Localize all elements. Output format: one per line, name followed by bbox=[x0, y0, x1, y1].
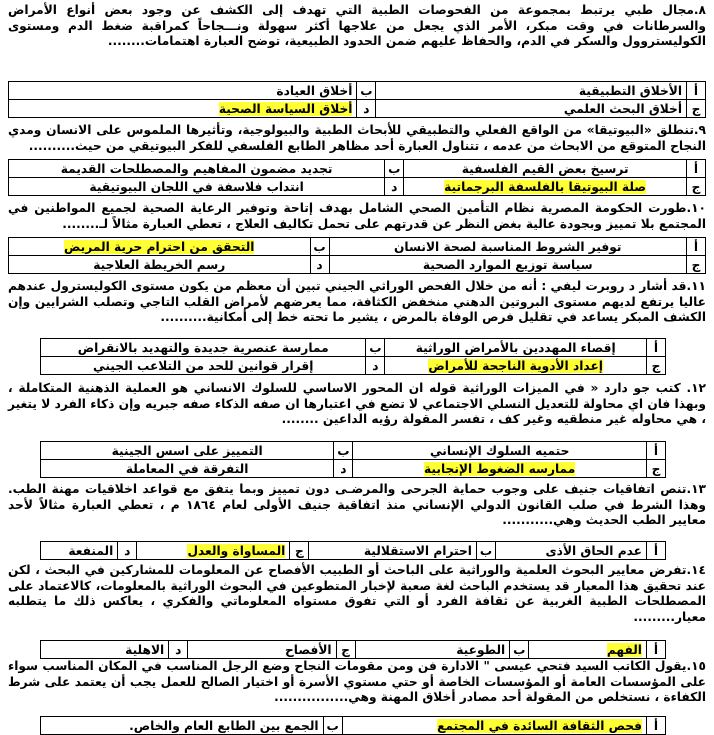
option-b-answer[interactable]: التحقق من احترام حرية المريض bbox=[64, 239, 255, 254]
question-14-line-4: معيار......... bbox=[633, 609, 706, 624]
question-8-line-1: ٨.مجال طبي يرتبط بمجموعة من الفحوصات الطبية التي تهدف إلى الكشف عن وجود بعض أنواع الأمراض والسرطانات في bbox=[8, 3, 706, 33]
question-11-line-2: يرتفع لديهم مستوى البروتين الدهني منخفض الكثافة، مما يعرضهم لأمراض القلب التاجي وتصلب الشرايين وإن الكشف bbox=[8, 294, 706, 324]
option-a[interactable]: عدم الحاق الأذى bbox=[495, 542, 646, 560]
question-9 bbox=[8, 123, 706, 154]
option-b[interactable]: التمييز على اسس الجينية bbox=[41, 442, 334, 460]
question-10 bbox=[8, 201, 706, 232]
question-12-line-2: اي محاولة للتعديل النسلي الاجتماعي لا تضع في اعتبارها ان صفه الذكاء صفه جبريه وإن ذكاء الفرد لا يتغير ، هي محاوله bbox=[8, 396, 706, 426]
option-label: ب bbox=[323, 717, 342, 735]
option-label: ب bbox=[357, 82, 376, 100]
option-label: ب bbox=[310, 238, 329, 256]
option-b[interactable]: الجمع بين الطابع العام والخاص. bbox=[41, 717, 324, 735]
question-8-options bbox=[8, 81, 706, 118]
option-label: ب bbox=[334, 442, 353, 460]
option-d[interactable]: انتداب فلاسفة في اللجان البيوتيقية bbox=[9, 178, 385, 196]
option-label: د bbox=[310, 256, 329, 274]
question-15-line-2: على المؤسسات العامة أو المؤسسات الخاصة أو حتي مستوي الأسرة أو اختيار الصالح للعمل يجب أن يعتمد على شرط bbox=[8, 674, 706, 689]
option-label: ب bbox=[385, 160, 404, 178]
question-9-line-2: المتوقع من الابحاث من عدمه ، تتناول العبارة أحد مظاهر الطابع الفلسفي للفكر البيوتيقي من حيث.......... bbox=[28, 138, 666, 153]
option-a[interactable]: توفير الشروط المناسبة لصحة الانسان bbox=[329, 238, 687, 256]
option-b[interactable]: احترام الاستقلالية bbox=[309, 542, 477, 560]
option-a[interactable]: الأخلاق التطبيقية bbox=[376, 82, 687, 100]
option-c[interactable]: الأفصاح bbox=[188, 641, 336, 659]
option-c-answer[interactable]: صلة البيوتيقا بالفلسفة البرجماتية bbox=[444, 179, 647, 194]
question-10-options bbox=[8, 237, 706, 274]
question-9-options bbox=[8, 159, 706, 196]
option-label: د bbox=[169, 641, 188, 659]
option-label: ج bbox=[647, 357, 666, 375]
question-12-line-3: غير منطقيه وغير كف ، تفسر المقولة رؤيه الداعين ........ bbox=[281, 412, 628, 426]
question-10-line-1: ١٠.طورت الحكومة المصرية نظام التأمين الصحي الشامل بهدف إتاحة وتوفير الرعاية الصحية لجميع المواطنين في المجتمع bbox=[8, 201, 706, 231]
option-label: ج bbox=[336, 641, 355, 659]
question-11 bbox=[8, 279, 706, 326]
option-label: د bbox=[118, 542, 137, 560]
option-d[interactable]: رسم الخريطة العلاجية bbox=[9, 256, 311, 274]
question-15 bbox=[8, 659, 706, 706]
option-b[interactable]: ممارسة عنصرية جديدة والتهديد بالانقراض bbox=[41, 339, 366, 357]
question-14-line-3: المصطلحات الطبية الغربية عن ثقافة الفرد أو التي تفوق مستواه المعلوماتي والفكري ، يعاكس ذلك ما يتطلبه bbox=[8, 594, 706, 608]
option-label: ب bbox=[366, 339, 385, 357]
option-label: أ bbox=[647, 542, 666, 560]
option-c[interactable]: سياسة توزيع الموارد الصحية bbox=[329, 256, 687, 274]
option-label: د bbox=[385, 178, 404, 196]
question-8-line-3: والحفاظ عليهم ضمن الحدود الطبيعية، توضح العبارة اهتمامات........ bbox=[107, 34, 513, 48]
question-11-line-1: ١١.قد أشار د روبرت ليفي : أنه من خلال الفحص الوراثي الجيني تبين أن معظم من يكون مستوى الكوليسترول عندهم عاليا bbox=[8, 279, 706, 309]
question-12-options bbox=[40, 441, 666, 478]
question-8-line-2: وقت مبكر، الأمر الذي يجعل من علاجها أكثر سهولة ونـــجاحاً كمراقبة ضغط الدم ومستوى الكوليستروول والسكر في الدم، bbox=[8, 18, 706, 48]
option-a[interactable]: حتميه السلوك الإنساني bbox=[353, 442, 647, 460]
option-label: ج bbox=[290, 542, 309, 560]
option-d[interactable]: الاهلية bbox=[41, 641, 169, 659]
question-11-options bbox=[40, 338, 666, 375]
option-c-answer[interactable]: إعداد الأدوية الناجحة للأمراض bbox=[428, 358, 603, 373]
option-a[interactable]: إقصاء المهددين بالأمراض الوراثية bbox=[385, 339, 647, 357]
question-12-line-1: ١٢. كتب جو دارد « في الميزات الوراثية قوله ان المحور الاساسي للسلوك الانساني هو العملية الذهنية المتكاملة ، وبهذا فان bbox=[8, 381, 706, 411]
option-b[interactable]: تجديد مضمون المفاهيم والمصطلحات القديمة bbox=[9, 160, 385, 178]
option-label: ب bbox=[476, 542, 495, 560]
question-13 bbox=[8, 482, 706, 529]
option-label: د bbox=[357, 100, 376, 118]
question-8 bbox=[8, 3, 706, 50]
question-13-line-1: ١٣.تنص اتفاقيات جنيف على وجوب حماية الجرحى والمرضـى دون تمييز وبما يتفق مع قواعد اخلاقيات مهنة الطب. وهذا bbox=[8, 482, 706, 512]
option-d[interactable]: التفرقة في المعاملة bbox=[41, 460, 334, 478]
option-c[interactable]: أخلاق البحث العلمي bbox=[376, 100, 687, 118]
option-label: د bbox=[334, 460, 353, 478]
question-9-line-1: ٩.تنطلق «البيوتيقا» من الواقع الفعلي والتطبيقي للأبحاث الطبية والبيولوجية، وتأثيرها الملموس على الانسان ومدي النجاح bbox=[8, 123, 706, 153]
option-label: أ bbox=[687, 82, 706, 100]
question-15-line-3: الكفاءة ، نستخلص من المقولة أحد مصادر أخلاق المهنة وهي................ bbox=[274, 690, 706, 704]
question-11-line-3: المبكر يساعد في تقليل فرص الوفاة بالمرض ، يشير ما تحته خط إلى أمكانية.......... bbox=[160, 310, 659, 324]
option-label: أ bbox=[647, 442, 666, 460]
option-label: أ bbox=[647, 641, 666, 659]
option-label: ج bbox=[687, 100, 706, 118]
option-label: أ bbox=[687, 160, 706, 178]
question-13-line-2: الشرط في صلب القانون الدولي الإنساني منذ اتفاقية جنيف الأولى لعام ١٨٦٤ م ، تعطي العبارة مثالاً لأحد معايير الطب الحديث bbox=[8, 497, 706, 527]
option-label: أ bbox=[647, 339, 666, 357]
question-13-options bbox=[40, 541, 666, 560]
option-d[interactable]: المنفعة bbox=[41, 542, 118, 560]
option-label: ب bbox=[510, 641, 529, 659]
option-c-answer[interactable]: المساواة والعدل bbox=[187, 543, 286, 558]
option-label: د bbox=[366, 357, 385, 375]
option-a[interactable]: ترسيخ بعض القيم الفلسفية bbox=[404, 160, 687, 178]
question-12 bbox=[8, 381, 706, 428]
option-c-answer[interactable]: ممارسه الضغوط الإنجابية bbox=[424, 461, 576, 476]
option-d[interactable]: إقرار قوانين للحد من التلاعب الجيني bbox=[41, 357, 366, 375]
option-b[interactable]: الطوعية bbox=[355, 641, 510, 659]
question-14-line-2: تحقيق هذا المعيار قد يستخدم الباحث لغة صعبة لإخبار المتطوعين في البحوث الوراثية بالمعلومات، كالاعتماد على bbox=[8, 578, 682, 593]
option-d-answer[interactable]: أخلاق السياسة الصحية bbox=[218, 101, 353, 116]
option-b[interactable]: أخلاق العيادة bbox=[9, 82, 357, 100]
question-15-options bbox=[40, 716, 666, 735]
option-label: ج bbox=[687, 256, 706, 274]
question-14-line-1: ١٤.تفرض معايير البحوث العلمية والوراثية على الباحث أو الطبيب الأفصاح عن المعلومات للمشاركين في البحث ، لكن عند bbox=[8, 563, 707, 593]
question-14 bbox=[8, 563, 706, 625]
question-13-line-3: وهي........... bbox=[502, 513, 582, 527]
option-label: ج bbox=[687, 178, 706, 196]
question-14-options bbox=[40, 640, 666, 659]
option-label: أ bbox=[647, 717, 666, 735]
option-label: أ bbox=[687, 238, 706, 256]
option-a-answer[interactable]: الفهم bbox=[606, 642, 642, 657]
question-10-line-2: بلا تمييز وبجودة عالية بغض النظر عن قدرتهم على تحمل تكاليف العلاج ، تعطي العبارة مثالاً لـ........ bbox=[62, 216, 655, 231]
option-a-answer[interactable]: فحص الثقافة السائدة في المجتمع bbox=[437, 718, 642, 733]
question-15-line-1: ١٥.يقول الكاتب السيد فتحي عيسى " الادارة فن ومن مقومات النجاح وضع الرجل المناسب في المكان المناسب سواء bbox=[8, 659, 706, 673]
option-label: ج bbox=[647, 460, 666, 478]
